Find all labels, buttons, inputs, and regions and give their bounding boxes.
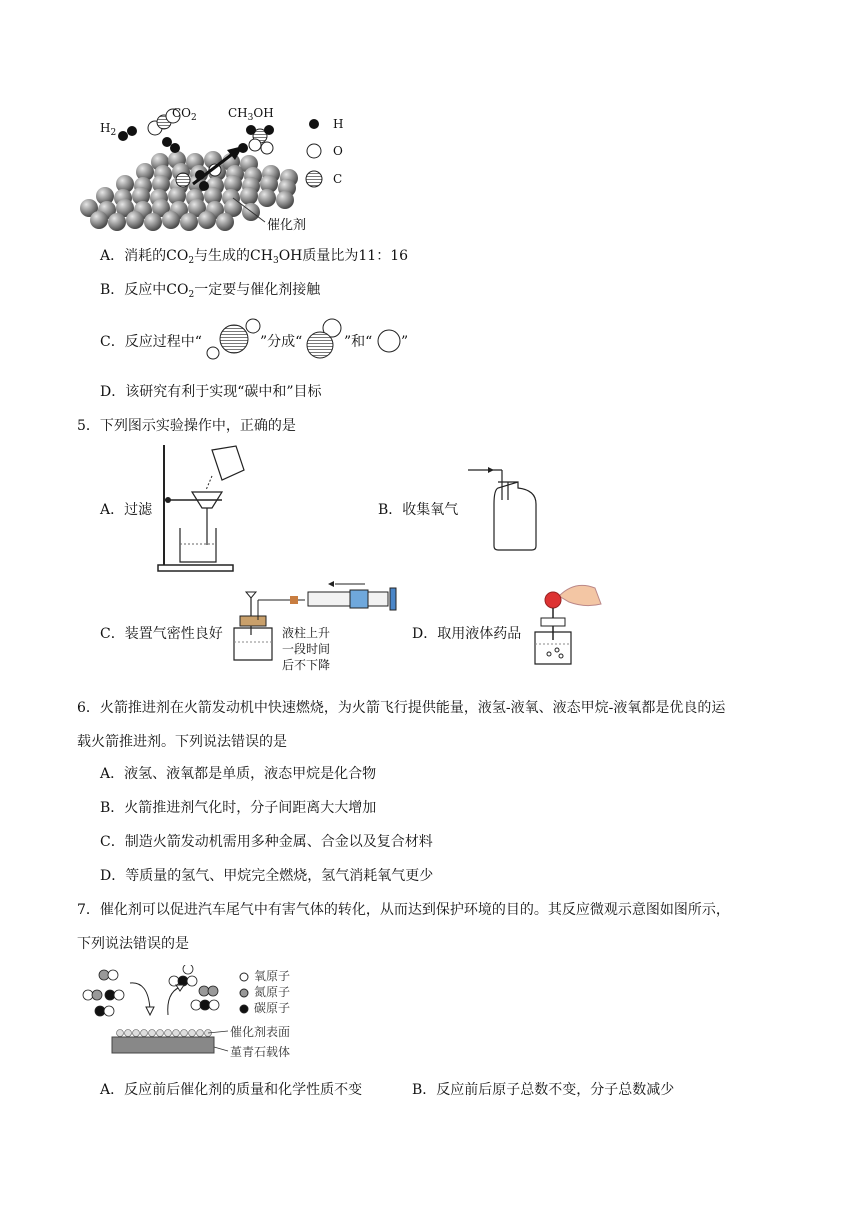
catalyst-surface-label: 催化剂表面 (230, 1025, 291, 1039)
h2-molecule-2 (162, 137, 180, 153)
legend-oxygen-atom: 氧原子 (254, 969, 291, 983)
co2-split-before-icon (205, 318, 261, 360)
q7-option-b: B．反应前后原子总数不变，分子总数减少 (412, 1082, 675, 1098)
q6-option-a: A．液氢、液氧都是单质，液态甲烷是化合物 (100, 766, 377, 782)
legend-h-label: H (333, 117, 344, 131)
q4-option-a: A．消耗的$CO_2$与生成的$CH_3OH$质量比为11：16 (100, 248, 409, 266)
dropper-figure (525, 578, 605, 666)
q4-option-c-part4: ” (401, 334, 409, 350)
legend-c-label: C (333, 172, 343, 186)
q4-option-c-part1: C．反应过程中“ (100, 334, 202, 350)
catalyst-label: 催化剂 (267, 218, 307, 233)
airtight-note-3: 后不下降 (282, 658, 331, 672)
legend-h-icon (309, 119, 319, 129)
catalyst-spheres (80, 151, 298, 231)
q6-stem-line2: 载火箭推进剂。下列说法错误的是 (77, 734, 287, 750)
airtight-note-1: 液柱上升 (282, 626, 331, 640)
q6-option-d: D．等质量的氢气、甲烷完全燃烧，氢气消耗氧气更少 (100, 868, 434, 884)
catalyst-reaction-figure (75, 100, 375, 240)
q5-option-a: A．过滤 (100, 502, 153, 518)
legend-o-label: O (333, 144, 343, 158)
h2-molecule (118, 126, 137, 141)
label-ch3oh: $CH_3OH$ (228, 106, 274, 123)
q5-option-b: B．收集氧气 (378, 502, 459, 518)
q5-option-c: C．装置气密性良好 (100, 626, 223, 642)
legend-carbon-atom: 碳原子 (254, 1001, 291, 1015)
airtight-note-2: 一段时间 (282, 642, 331, 656)
q6-option-b: B．火箭推进剂气化时，分子间距离大大增加 (100, 800, 377, 816)
legend-o-icon (307, 144, 321, 158)
label-h2: $H_2$ (100, 121, 117, 138)
q4-option-b: B．反应中$CO_2$一定要与催化剂接触 (100, 282, 321, 300)
q7-stem-line2: 下列说法错误的是 (77, 936, 189, 952)
ch3oh-molecule (238, 125, 274, 154)
q6-option-c: C．制造火箭发动机需用多种金属、合金以及复合材料 (100, 834, 433, 850)
q4-option-c-part3: ”和“ (344, 334, 373, 350)
q4-option-d: D．该研究有利于实现“碳中和”目标 (100, 384, 322, 400)
legend-c-icon (306, 171, 322, 187)
co-molecule-icon (302, 318, 348, 360)
legend-nitrogen-atom: 氮原子 (254, 985, 291, 999)
o-atom-icon (376, 328, 402, 354)
q4-option-c-part2: ”分成“ (260, 334, 303, 350)
q6-stem-line1: 6．火箭推进剂在火箭发动机中快速燃烧，为火箭飞行提供能量，液氢-液氧、液态甲烷-液氧都是优良的运 (77, 700, 726, 716)
gas-collection-bottle-figure (460, 460, 540, 552)
filtration-apparatus-figure (150, 440, 260, 575)
label-co2: $CO_2$ (172, 106, 197, 123)
q5-stem: 5．下列图示实验操作中，正确的是 (77, 418, 296, 434)
q5-option-d: D．取用液体药品 (412, 626, 522, 642)
q7-stem-line1: 7．催化剂可以促进汽车尾气中有害气体的转化，从而达到保护环境的目的。其反应微观示意图如图所示， (77, 902, 730, 918)
q7-option-a: A．反应前后催化剂的质量和化学性质不变 (100, 1082, 363, 1098)
cordierite-carrier-label: 堇青石载体 (230, 1045, 291, 1059)
